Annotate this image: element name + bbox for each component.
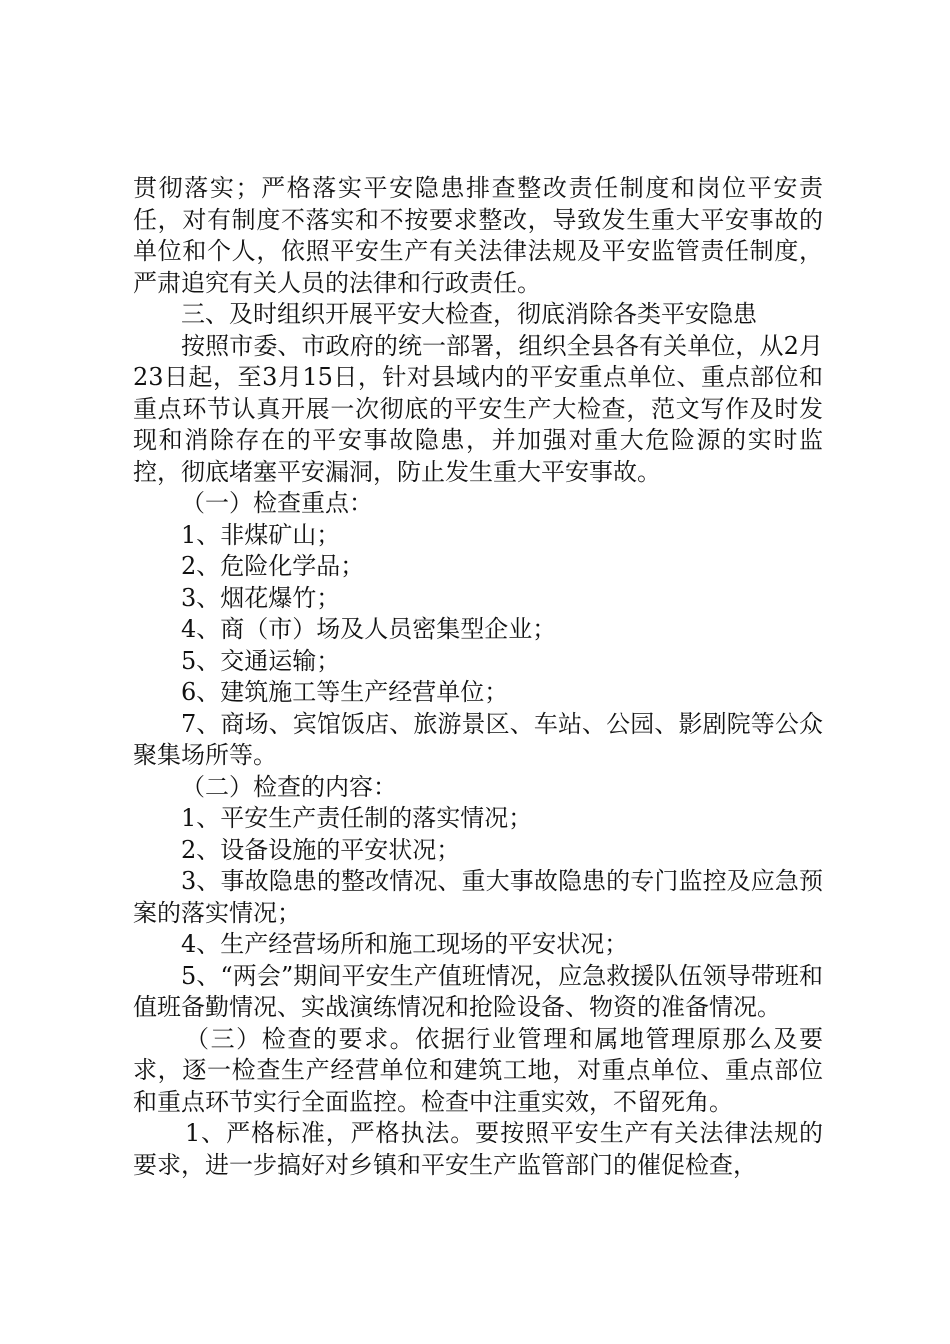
paragraph-inspection-requirements: （三）检查的要求。依据行业管理和属地管理原那么及要求，逐一检查生产经营单位和建筑工地，对重点单位、重点部位和重点环节实行全面监控。检查中注重实效，不留死角。 (133, 1024, 823, 1116)
list-item-focus-1: 1、非煤矿山； (181, 520, 341, 549)
list-item-focus-4: 4、商（市）场及人员密集型企业； (181, 615, 557, 643)
list-item-content-2: 2、设备设施的平安状况； (181, 835, 461, 864)
list-item-focus-7: 7、商场、宾馆饭店、旅游景区、车站、公园、影剧院等公众聚集场所等。 (133, 709, 823, 769)
list-item-focus-5: 5、交通运输； (181, 646, 341, 675)
section-heading-three: 三、及时组织开展平安大检查，彻底消除各类平安隐患 (181, 300, 757, 328)
subheading-inspection-content: （二）检查的内容： (181, 772, 397, 801)
list-item-focus-6: 6、建筑施工等生产经营单位； (181, 678, 509, 706)
paragraph-deployment: 按照市委、市政府的统一部署，组织全县各有关单位，从2月23日起，至3月15日，针对县域内的平安重点单位、重点部位和重点环节认真开展一次彻底的平安生产大检查，范文写作及时发现和消除存在的平安事故隐患，并加强对重大危险源的实时监控，彻底堵塞平安漏洞，防止发生重大平安事故。 (133, 331, 823, 486)
paragraph-strict-standards: 1、严格标准，严格执法。要按照平安生产有关法律法规的要求，进一步搞好对乡镇和平安生产监管部门的催促检查， (133, 1119, 823, 1179)
list-item-content-3: 3、事故隐患的整改情况、重大事故隐患的专门监控及应急预案的落实情况； (133, 867, 823, 927)
paragraph-responsibility: 贯彻落实；严格落实平安隐患排查整改责任制度和岗位平安责任，对有制度不落实和不按要求整改，导致发生重大平安事故的单位和个人，依照平安生产有关法律法规及平安监管责任制度，严肃追究有关人员的法律和行政责任。 (133, 174, 823, 297)
list-item-content-4: 4、生产经营场所和施工现场的平安状况； (181, 930, 629, 958)
list-item-focus-3: 3、烟花爆竹； (181, 583, 341, 612)
list-item-content-5: 5、“两会”期间平安生产值班情况，应急救援队伍领导带班和值班备勤情况、实战演练情况和抢险设备、物资的准备情况。 (133, 961, 823, 1021)
list-item-content-1: 1、平安生产责任制的落实情况； (181, 804, 533, 832)
list-item-focus-2: 2、危险化学品； (181, 552, 365, 580)
document-body (133, 173, 823, 1181)
subheading-inspection-focus: （一）检查重点： (181, 489, 373, 517)
